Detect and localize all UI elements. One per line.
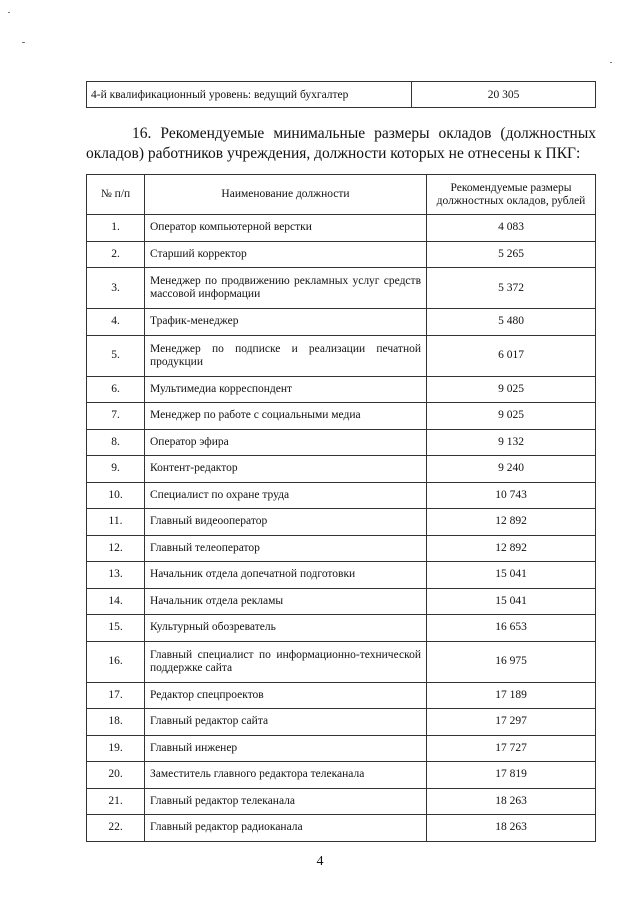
row-num: 22.	[87, 815, 145, 842]
scan-mark	[22, 42, 25, 43]
row-num: 14.	[87, 588, 145, 615]
row-salary: 5 480	[427, 309, 596, 336]
row-position-name: Оператор эфира	[145, 429, 427, 456]
row-num: 4.	[87, 309, 145, 336]
row-salary: 9 025	[427, 376, 596, 403]
table-row	[87, 403, 596, 430]
row-position-name: Главный телеоператор	[145, 535, 427, 562]
table-row	[87, 588, 596, 615]
row-salary: 18 263	[427, 815, 596, 842]
row-position-name: Редактор спецпроектов	[145, 682, 427, 709]
row-position-name: Главный редактор телеканала	[145, 788, 427, 815]
row-num: 3.	[87, 268, 145, 309]
row-position-name: Менеджер по работе с социальными медиа	[145, 403, 427, 430]
row-position-name: Главный редактор радиоканала	[145, 815, 427, 842]
row-salary: 17 189	[427, 682, 596, 709]
row-salary: 9 025	[427, 403, 596, 430]
table-row	[87, 429, 596, 456]
row-position-name: Начальник отдела рекламы	[145, 588, 427, 615]
row-num: 2.	[87, 241, 145, 268]
page-number: 4	[316, 854, 324, 869]
table-row	[87, 682, 596, 709]
table-row	[87, 456, 596, 483]
table-row	[87, 562, 596, 589]
table-row	[87, 709, 596, 736]
table-row	[87, 82, 596, 108]
carryover-value: 20 305	[412, 82, 596, 108]
row-num: 13.	[87, 562, 145, 589]
table-body	[87, 215, 596, 842]
scan-mark	[610, 62, 612, 63]
row-num: 19.	[87, 735, 145, 762]
table-row	[87, 241, 596, 268]
row-salary: 15 041	[427, 562, 596, 589]
carryover-label: 4-й квалификационный уровень: ведущий бухгалтер	[87, 82, 412, 108]
row-num: 21.	[87, 788, 145, 815]
row-position-name: Заместитель главного редактора телеканала	[145, 762, 427, 789]
table-row	[87, 309, 596, 336]
row-salary: 17 297	[427, 709, 596, 736]
row-num: 15.	[87, 615, 145, 642]
row-salary: 15 041	[427, 588, 596, 615]
row-num: 20.	[87, 762, 145, 789]
row-salary: 4 083	[427, 215, 596, 242]
row-salary: 17 727	[427, 735, 596, 762]
row-num: 17.	[87, 682, 145, 709]
row-num: 8.	[87, 429, 145, 456]
row-salary: 9 132	[427, 429, 596, 456]
row-position-name: Начальник отдела допечатной подготовки	[145, 562, 427, 589]
section-heading	[86, 124, 596, 164]
row-salary: 16 653	[427, 615, 596, 642]
row-position-name: Оператор компьютерной верстки	[145, 215, 427, 242]
section-text: Рекомендуемые минимальные размеры окладов (должностных окладов) работников учреждения, должности которых не отнесены к ПКГ:	[86, 125, 597, 162]
table-row	[87, 482, 596, 509]
section-number: 16.	[132, 125, 152, 142]
row-position-name: Культурный обозреватель	[145, 615, 427, 642]
table-row	[87, 335, 596, 376]
table-row	[87, 268, 596, 309]
row-salary: 17 819	[427, 762, 596, 789]
row-position-name: Главный инженер	[145, 735, 427, 762]
row-num: 11.	[87, 509, 145, 536]
row-salary: 5 372	[427, 268, 596, 309]
row-num: 12.	[87, 535, 145, 562]
row-salary: 9 240	[427, 456, 596, 483]
row-num: 7.	[87, 403, 145, 430]
row-salary: 12 892	[427, 535, 596, 562]
header-salary: Рекомендуемые размеры должностных окладов, рублей	[427, 175, 596, 215]
table-row	[87, 215, 596, 242]
row-salary: 16 975	[427, 641, 596, 682]
row-position-name: Трафик-менеджер	[145, 309, 427, 336]
row-position-name: Главный редактор сайта	[145, 709, 427, 736]
table-row	[87, 641, 596, 682]
row-num: 1.	[87, 215, 145, 242]
row-position-name: Менеджер по продвижению рекламных услуг средств массовой информации	[145, 268, 427, 309]
table-row	[87, 376, 596, 403]
row-salary: 5 265	[427, 241, 596, 268]
table-row	[87, 788, 596, 815]
row-salary: 18 263	[427, 788, 596, 815]
row-position-name: Главный специалист по информационно-технической поддержке сайта	[145, 641, 427, 682]
row-salary: 6 017	[427, 335, 596, 376]
row-salary: 12 892	[427, 509, 596, 536]
table-row	[87, 815, 596, 842]
row-position-name: Мультимедиа корреспондент	[145, 376, 427, 403]
row-num: 10.	[87, 482, 145, 509]
carryover-table	[86, 81, 596, 108]
table-row	[87, 535, 596, 562]
row-salary: 10 743	[427, 482, 596, 509]
table-row	[87, 615, 596, 642]
salary-table	[86, 174, 596, 842]
scan-mark	[8, 12, 10, 13]
header-num: № п/п	[87, 175, 145, 215]
row-position-name: Менеджер по подписке и реализации печатной продукции	[145, 335, 427, 376]
row-num: 5.	[87, 335, 145, 376]
header-name: Наименование должности	[145, 175, 427, 215]
row-position-name: Главный видеооператор	[145, 509, 427, 536]
row-position-name: Специалист по охране труда	[145, 482, 427, 509]
table-row	[87, 509, 596, 536]
row-num: 18.	[87, 709, 145, 736]
row-position-name: Контент-редактор	[145, 456, 427, 483]
row-num: 9.	[87, 456, 145, 483]
table-header-row	[87, 175, 596, 215]
row-num: 16.	[87, 641, 145, 682]
row-position-name: Старший корректор	[145, 241, 427, 268]
table-row	[87, 762, 596, 789]
row-num: 6.	[87, 376, 145, 403]
table-row	[87, 735, 596, 762]
